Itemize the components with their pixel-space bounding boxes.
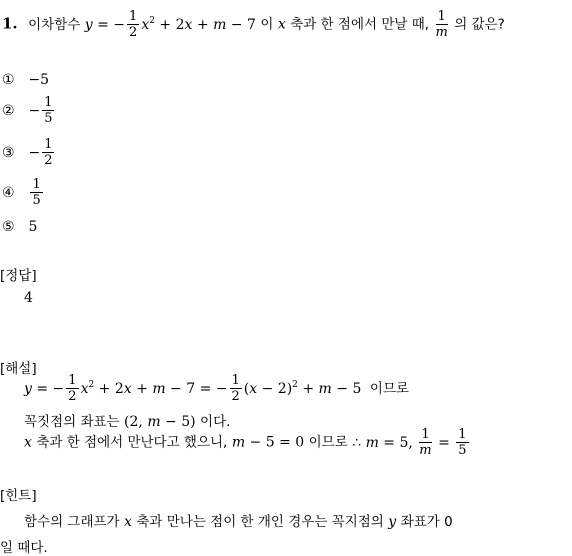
- option-value: − $\frac{1}{5}$: [28, 95, 53, 126]
- option-4: [2, 178, 45, 207]
- hint-line-1: [24, 510, 453, 530]
- explanation-line-3-mid: 이므로: [308, 434, 348, 451]
- option-marker: ⑤: [2, 219, 15, 235]
- question-formula: y = − $\frac{1}{2}$ $x^2 + 2x + m - 7$: [84, 9, 261, 40]
- explanation-formula: y = − $\frac{1}{2}$ $x^2 + 2x + m - 7$ = − $\frac{1}{2}$ $(x - 2)^2 + m - 5$: [24, 373, 366, 404]
- option-marker: ②: [2, 102, 15, 119]
- explanation-line-1-suffix: 이므로: [369, 380, 409, 397]
- explanation-condition: m − 5 = 0: [231, 434, 305, 451]
- explanation-vertex: (2, m − 5): [124, 414, 196, 430]
- explanation-line-3: [24, 428, 471, 457]
- hint-text-3: 좌표가 0: [400, 514, 453, 530]
- explanation-label: [해설]: [0, 361, 37, 377]
- explanation-line-2-prefix: 꼭짓점의 좌표는: [24, 414, 120, 430]
- explanation-line-1: [24, 374, 409, 403]
- option-5: [2, 219, 37, 235]
- explanation-conclusion: ∴ m = 5, $\frac{1}{m}$ = $\frac{1}{5}$: [352, 427, 467, 458]
- option-3: [2, 138, 56, 167]
- question-number: 1.: [2, 14, 18, 33]
- question-text-prefix: 이차함수: [28, 16, 81, 33]
- option-2: [2, 96, 56, 125]
- answer-value: 4: [24, 290, 33, 306]
- hint-label: [힌트]: [0, 488, 37, 504]
- option-value: $\frac{1}{5}$: [32, 177, 41, 208]
- hint-line-2: 일 때다.: [0, 540, 48, 556]
- option-value: 5: [28, 219, 38, 235]
- answer-label: [정답]: [0, 268, 37, 284]
- question-text-after-axis: 축과 한 점에서 만날 때,: [290, 16, 430, 33]
- question: [2, 10, 505, 39]
- option-value: − $\frac{1}{2}$: [28, 137, 53, 168]
- hint-text-2: 축과 만나는 점이 한 개인 경우는 꼭지점의: [136, 514, 384, 530]
- option-marker: ③: [2, 144, 15, 161]
- hint-text-1: 함수의 그래프가: [24, 514, 120, 530]
- hint-y: y: [388, 514, 397, 530]
- option-marker: ①: [2, 72, 15, 88]
- hint-axis: x: [124, 514, 132, 530]
- explanation-axis: x: [24, 434, 32, 451]
- option-marker: ④: [2, 184, 15, 201]
- option-value: −5: [28, 72, 50, 88]
- question-text-mid: 이: [260, 16, 274, 33]
- question-axis: x: [277, 16, 286, 33]
- option-1: [2, 72, 49, 88]
- question-fraction: $\frac{1}{m}$: [435, 9, 448, 40]
- explanation-line-3-prefix: 축과 한 점에서 만난다고 했으니,: [36, 434, 228, 451]
- explanation-line-2: [24, 410, 230, 430]
- question-text-end: 의 값은?: [454, 16, 505, 33]
- explanation-line-2-suffix: 이다.: [200, 414, 231, 430]
